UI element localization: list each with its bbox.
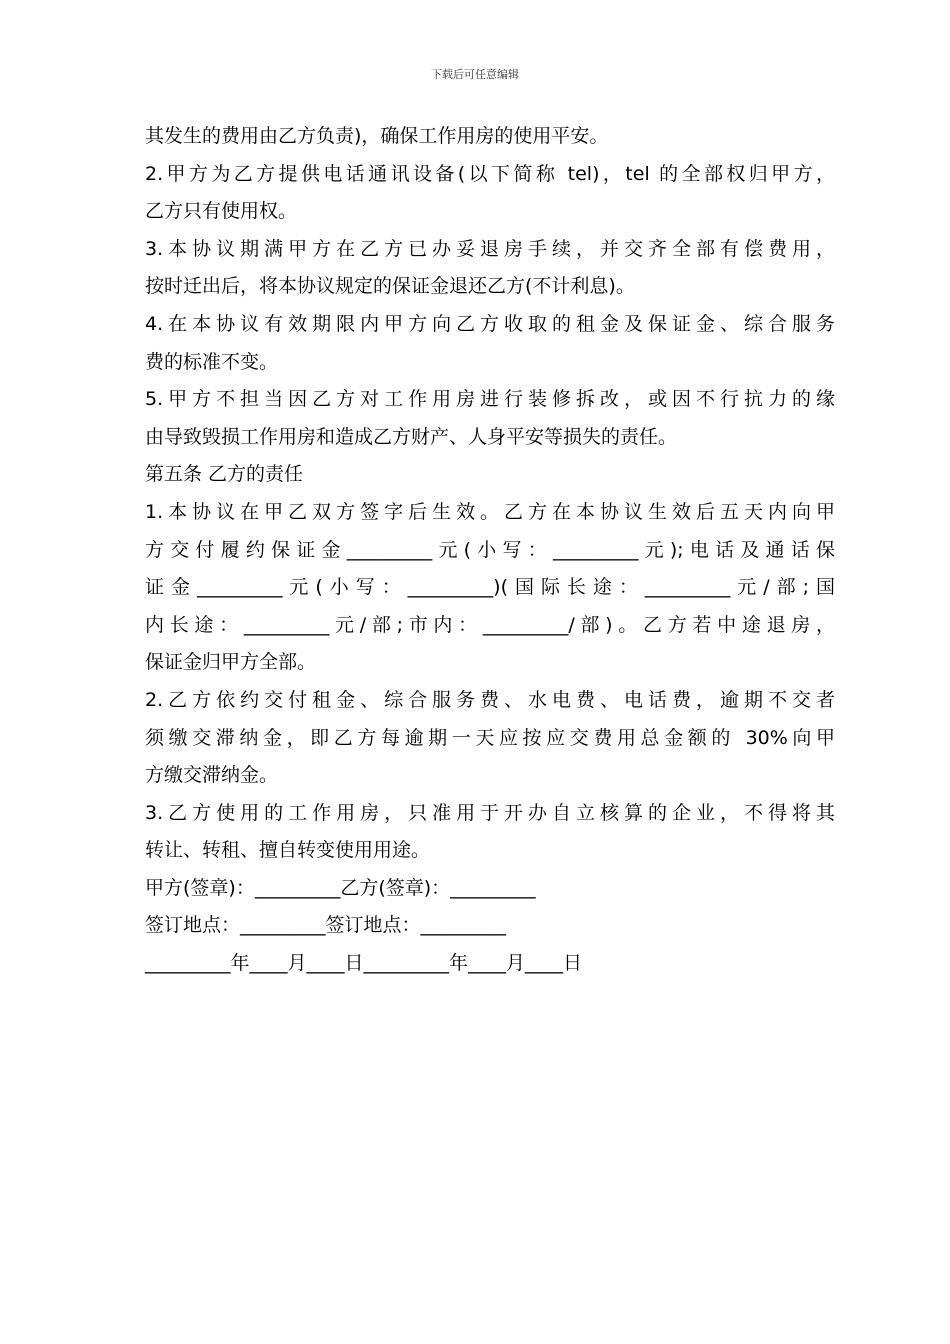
paragraph-line: 内长途：_________元/部;市内：_________/部)。乙方若中途退房， [145, 613, 835, 636]
paragraph-line: 方交付履约保证金_________元(小写：_________元);电话及通话保 [145, 538, 835, 561]
document-body [145, 118, 835, 983]
paragraph-line: 须缴交滞纳金，即乙方每逾期一天应按应交费用总金额的 30%向甲 [145, 726, 835, 749]
paragraph-line: 乙方只有使用权。 [145, 200, 298, 223]
section-heading: 第五条 乙方的责任 [145, 463, 304, 486]
paragraph-line: 方缴交滞纳金。 [145, 764, 279, 787]
paragraph-line: 按时迁出后，将本协议规定的保证金退还乙方(不计利息)。 [145, 275, 635, 298]
paragraph-line: 4.在本协议有效期限内甲方向乙方收取的租金及保证金、综合服务 [145, 312, 835, 335]
signature-line: 甲方(签章)：_________乙方(签章)：_________ [145, 876, 536, 899]
paragraph-line: 2.乙方依约交付租金、综合服务费、水电费、电话费，逾期不交者 [145, 688, 835, 711]
paragraph-line: 转让、转租、擅自转变使用用途。 [145, 839, 431, 862]
date-line: _________年____月____日_________年____月____日 [145, 952, 583, 975]
signing-location-line: 签订地点：_________签订地点：_________ [145, 914, 507, 937]
paragraph-line: 费的标准不变。 [145, 350, 279, 373]
paragraph-line: 1.本协议在甲乙双方签字后生效。乙方在本协议生效后五天内向甲 [145, 500, 835, 523]
page-header: 下载后可任意编辑 [431, 68, 519, 81]
paragraph-line: 5.甲方不担当因乙方对工作用房进行装修拆改，或因不行抗力的缘 [145, 388, 835, 411]
paragraph-line: 2.甲方为乙方提供电话通讯设备(以下简称 tel)，tel 的全部权归甲方， [145, 162, 835, 185]
paragraph-line: 3.本协议期满甲方在乙方已办妥退房手续，并交齐全部有偿费用， [145, 237, 835, 260]
paragraph-line: 由导致毁损工作用房和造成乙方财产、人身平安等损失的责任。 [145, 425, 678, 448]
paragraph-line: 3.乙方使用的工作用房，只准用于开办自立核算的企业，不得将其 [145, 801, 835, 824]
paragraph-line: 保证金归甲方全部。 [145, 651, 317, 674]
paragraph-line: 证金_________元(小写：_________)(国际长途：_________元/部;国 [145, 576, 835, 599]
paragraph-line: 其发生的费用由乙方负责)，确保工作用房的使用平安。 [145, 125, 609, 147]
